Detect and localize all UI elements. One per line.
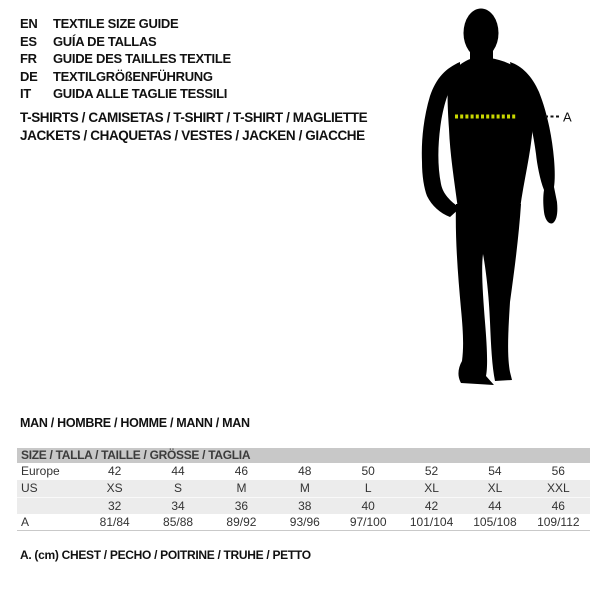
size-cell: XXL	[546, 481, 570, 495]
size-cell: 42	[424, 499, 439, 513]
chest-footnote: A. (cm) CHEST / PECHO / POITRINE / TRUHE / PETTO	[20, 548, 311, 562]
table-row-europe	[17, 463, 590, 480]
size-cell: 46	[551, 499, 565, 513]
size-cell: 97/100	[349, 515, 387, 529]
table-row-chest-a	[17, 514, 590, 531]
row-label: Europe	[21, 464, 60, 478]
lang-row-de	[20, 68, 231, 86]
table-row-us	[17, 480, 590, 497]
lang-label: TEXTILE SIZE GUIDE	[53, 16, 179, 31]
size-cell: 89/92	[226, 515, 257, 529]
lang-code: DE	[20, 68, 38, 84]
lang-code: EN	[20, 16, 38, 31]
lang-row-fr	[20, 50, 231, 68]
garment-categories	[20, 109, 367, 145]
size-cell: 50	[361, 464, 375, 478]
lang-label: GUIDE DES TAILLES TEXTILE	[53, 51, 231, 66]
size-cell: S	[174, 481, 183, 495]
size-cell: 40	[361, 499, 375, 513]
table-row-us-numeric	[17, 497, 590, 514]
size-cell: 101/104	[409, 515, 454, 529]
lang-row-es	[20, 33, 231, 51]
size-cell: 36	[234, 499, 249, 513]
size-cell: M	[299, 481, 310, 495]
size-cell: L	[364, 481, 372, 495]
size-cell: 44	[171, 464, 185, 478]
lang-row-en	[20, 15, 231, 33]
row-label: US	[21, 481, 38, 495]
size-cell: 34	[171, 499, 185, 513]
language-list	[20, 15, 231, 103]
size-cell: 85/88	[163, 515, 194, 529]
row-label: A	[21, 515, 30, 529]
size-cell: 81/84	[99, 515, 130, 529]
size-cell: 52	[424, 464, 439, 478]
category-tshirts: T-SHIRTS / CAMISETAS / T-SHIRT / T-SHIRT / MAGLIETTE	[20, 110, 368, 125]
size-cell: 105/108	[473, 515, 517, 529]
size-cell: 109/112	[537, 515, 580, 529]
size-cell: 42	[108, 464, 122, 478]
lang-code: ES	[20, 33, 37, 49]
silhouette-legs	[456, 204, 521, 385]
lang-label: GUIDA ALLE TAGLIE TESSILI	[53, 86, 228, 101]
lang-row-it	[20, 85, 231, 103]
size-cell: XS	[106, 481, 123, 495]
size-cell: 46	[234, 464, 249, 478]
lang-code: FR	[20, 51, 37, 66]
size-cell: 54	[488, 464, 502, 478]
measure-label-a: A	[563, 109, 572, 125]
category-jackets: JACKETS / CHAQUETAS / VESTES / JACKEN / GIACCHE	[20, 128, 365, 143]
man-silhouette-svg	[418, 4, 578, 394]
size-cell: M	[236, 481, 247, 495]
lang-label: TEXTILGRÖßENFÜHRUNG	[53, 68, 213, 84]
lang-label: GUÍA DE TALLAS	[53, 33, 157, 49]
size-cell: 32	[108, 499, 122, 513]
man-silhouette-figure	[418, 4, 578, 394]
size-cell: 56	[551, 464, 565, 478]
size-cell: 93/96	[289, 515, 320, 529]
size-table-header: SIZE / TALLA / TAILLE / GRÖSSE / TAGLIA	[17, 448, 590, 463]
size-cell: 44	[488, 499, 502, 513]
lang-code: IT	[20, 86, 31, 101]
size-cell: XL	[424, 481, 439, 495]
section-title-man: MAN / HOMBRE / HOMME / MANN / MAN	[20, 416, 250, 430]
size-table	[17, 448, 590, 531]
size-cell: 48	[298, 464, 312, 478]
size-cell: 38	[298, 499, 312, 513]
size-cell: XL	[487, 481, 503, 495]
